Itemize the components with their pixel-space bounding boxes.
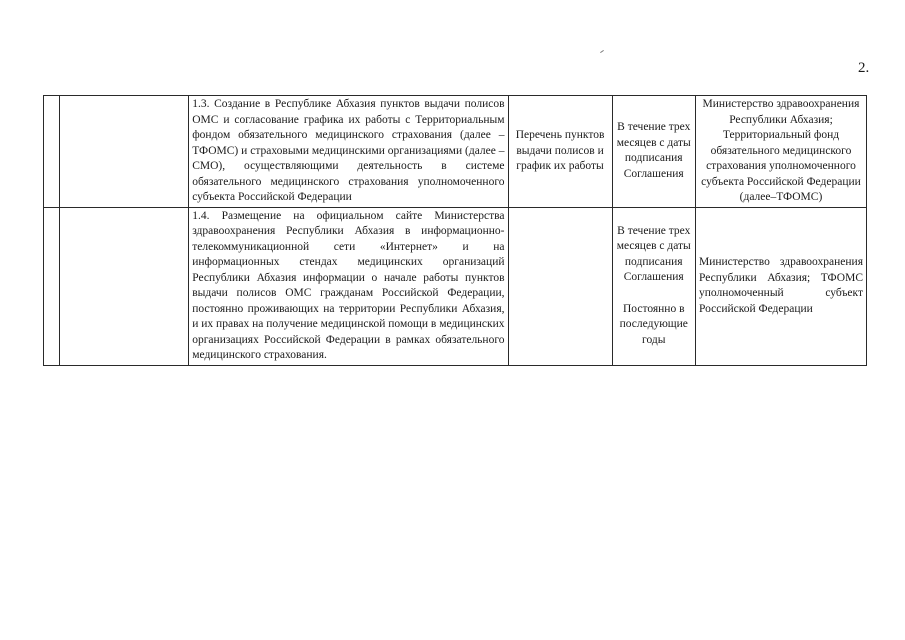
deadline-text: В течение трех месяцев с даты подписания Соглашения bbox=[616, 224, 691, 284]
spacer bbox=[616, 286, 692, 302]
table-row bbox=[44, 96, 867, 208]
deadline-extra-text: Постоянно в последующие годы bbox=[619, 302, 688, 346]
deadline-cell bbox=[612, 207, 695, 365]
responsible-cell: Министерство здравоохранения Республики Абхазия; Территориальный фонд обязательного медицинского страхования уполномоченного субъекта Российской Федерации (далее–ТФОМС) bbox=[695, 96, 866, 208]
number-cell bbox=[44, 96, 60, 208]
responsible-cell: Министерство здравоохранения Республики Абхазия; ТФОМС уполномоченный субъект Российской Федерации bbox=[695, 207, 866, 365]
measure-cell: 1.4. Размещение на официальном сайте Министерства здравоохранения Республики Абхазия в информационно-телекоммуникационной сети «Интернет» и на информационных стендах медицинских организаций Республики Абхазия информации о начале работы пунктов выдачи полисов ОМС гражданам Российской Федерации, постоянно проживающих на территории Республики Абхазия, и их правах на получение медицинской помощи в медицинских организациях Российской Федерации в рамках обязательного медицинского страхования. bbox=[189, 207, 508, 365]
measure-cell: 1.3. Создание в Республике Абхазия пунктов выдачи полисов ОМС и согласование графика их работы с Территориальным фондом обязательного медицинского страхования (далее – ТФОМС) и страховыми медицинскими организациями (далее – СМО), осуществляющими деятельность в системе обязательного медицинского страхования уполномоченного субъекта Российской Федерации bbox=[189, 96, 508, 208]
scan-mark bbox=[600, 50, 604, 53]
page-number: 2. bbox=[858, 60, 870, 76]
number-cell bbox=[44, 207, 60, 365]
deadline-cell: В течение трех месяцев с даты подписания Соглашения bbox=[612, 96, 695, 208]
table-row bbox=[44, 207, 867, 365]
section-cell bbox=[60, 207, 189, 365]
result-cell bbox=[508, 207, 612, 365]
measures-table bbox=[43, 95, 867, 366]
section-cell bbox=[60, 96, 189, 208]
result-cell: Перечень пунктов выдачи полисов и график их работы bbox=[508, 96, 612, 208]
